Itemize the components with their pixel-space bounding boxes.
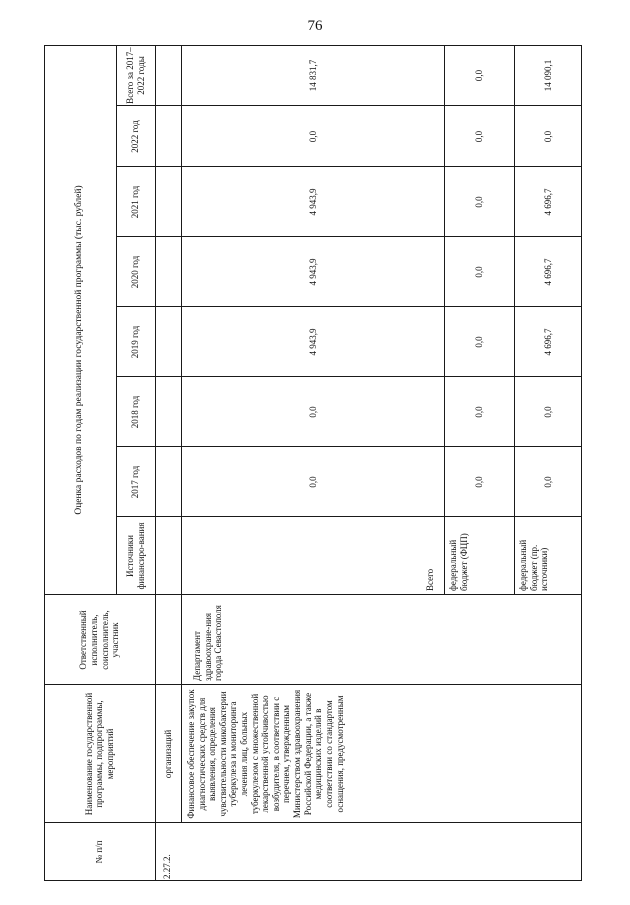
- value-other-2021: 4 696,7: [542, 188, 553, 216]
- value-other-2022: 0,0: [542, 130, 553, 143]
- header-executor: Ответственный исполнитель, соисполнитель, участник: [78, 610, 121, 670]
- value-other-2017: 0,0: [542, 476, 553, 488]
- value-fcp-2019: 0,0: [474, 336, 485, 348]
- value-total-2022: 0,0: [307, 130, 318, 143]
- total-col-divider: [116, 105, 582, 106]
- header-estimate: Оценка расходов по годам реализации государственной программы (тыс. рублей): [74, 185, 85, 515]
- value-other-2019: 4 696,7: [542, 328, 553, 356]
- header-year-2022: 2022 год: [130, 120, 141, 153]
- value-total-2019: 4 943,9: [307, 328, 318, 356]
- value-total-sum: 14 831,7: [307, 59, 318, 92]
- item-number: 2.27.2.: [162, 854, 172, 879]
- page-number: 76: [307, 18, 323, 34]
- header-source: Источники финансиро-вания: [124, 522, 146, 590]
- value-fcp-2022: 0,0: [474, 130, 485, 143]
- value-total-2020: 4 943,9: [307, 258, 318, 286]
- source-total: Всего: [425, 568, 436, 591]
- header-year-2020: 2020 год: [130, 255, 141, 289]
- item-name: Финансовое обеспечение закупок диагностических средств для выявления, определения чувствительности микобактерии туберкулеза и мониторинга лечения лиц, больных туберкулезом с множественной лекарственной устойчивостью возбудителя, в соответствии с перечнем, утвержденным Министерством здравоохранения Российской Федерации, а также медицинских изделий в соответствии со стандартом оснащения, предусмотренным: [186, 689, 345, 819]
- source-federal-fcp: федеральный бюджет (ФЦП): [448, 533, 469, 591]
- value-fcp-2018: 0,0: [474, 406, 485, 418]
- value-fcp-2021: 0,0: [474, 196, 485, 208]
- header-total: Всего за 2017–2022 годы: [124, 47, 146, 104]
- value-other-sum: 14 090,1: [542, 59, 553, 92]
- header-year-2021: 2021 год: [130, 185, 141, 219]
- value-fcp-2017: 0,0: [474, 476, 485, 488]
- header-program-name: Наименование государственной программы, подпрограммы, мероприятий: [83, 692, 115, 816]
- value-fcp-2020: 0,0: [474, 266, 485, 278]
- value-fcp-sum: 0,0: [474, 69, 485, 82]
- value-total-2021: 4 943,9: [307, 188, 318, 216]
- source-federal-other: федеральный бюджет (пр. источники): [518, 539, 550, 591]
- value-other-2020: 4 696,7: [542, 258, 553, 286]
- value-other-2018: 0,0: [542, 406, 553, 418]
- value-total-2017: 0,0: [307, 476, 318, 488]
- section-row-name: организаций: [162, 729, 173, 779]
- value-total-2018: 0,0: [307, 406, 318, 418]
- header-year-2019: 2019 год: [130, 325, 141, 359]
- budget-table: [44, 45, 582, 881]
- item-executor: Департамент здравоохране-ния города Севастополя: [192, 605, 224, 681]
- header-number: № п/п: [94, 840, 105, 864]
- header-year-2018: 2018 год: [130, 395, 141, 429]
- header-year-2017: 2017 год: [130, 465, 141, 499]
